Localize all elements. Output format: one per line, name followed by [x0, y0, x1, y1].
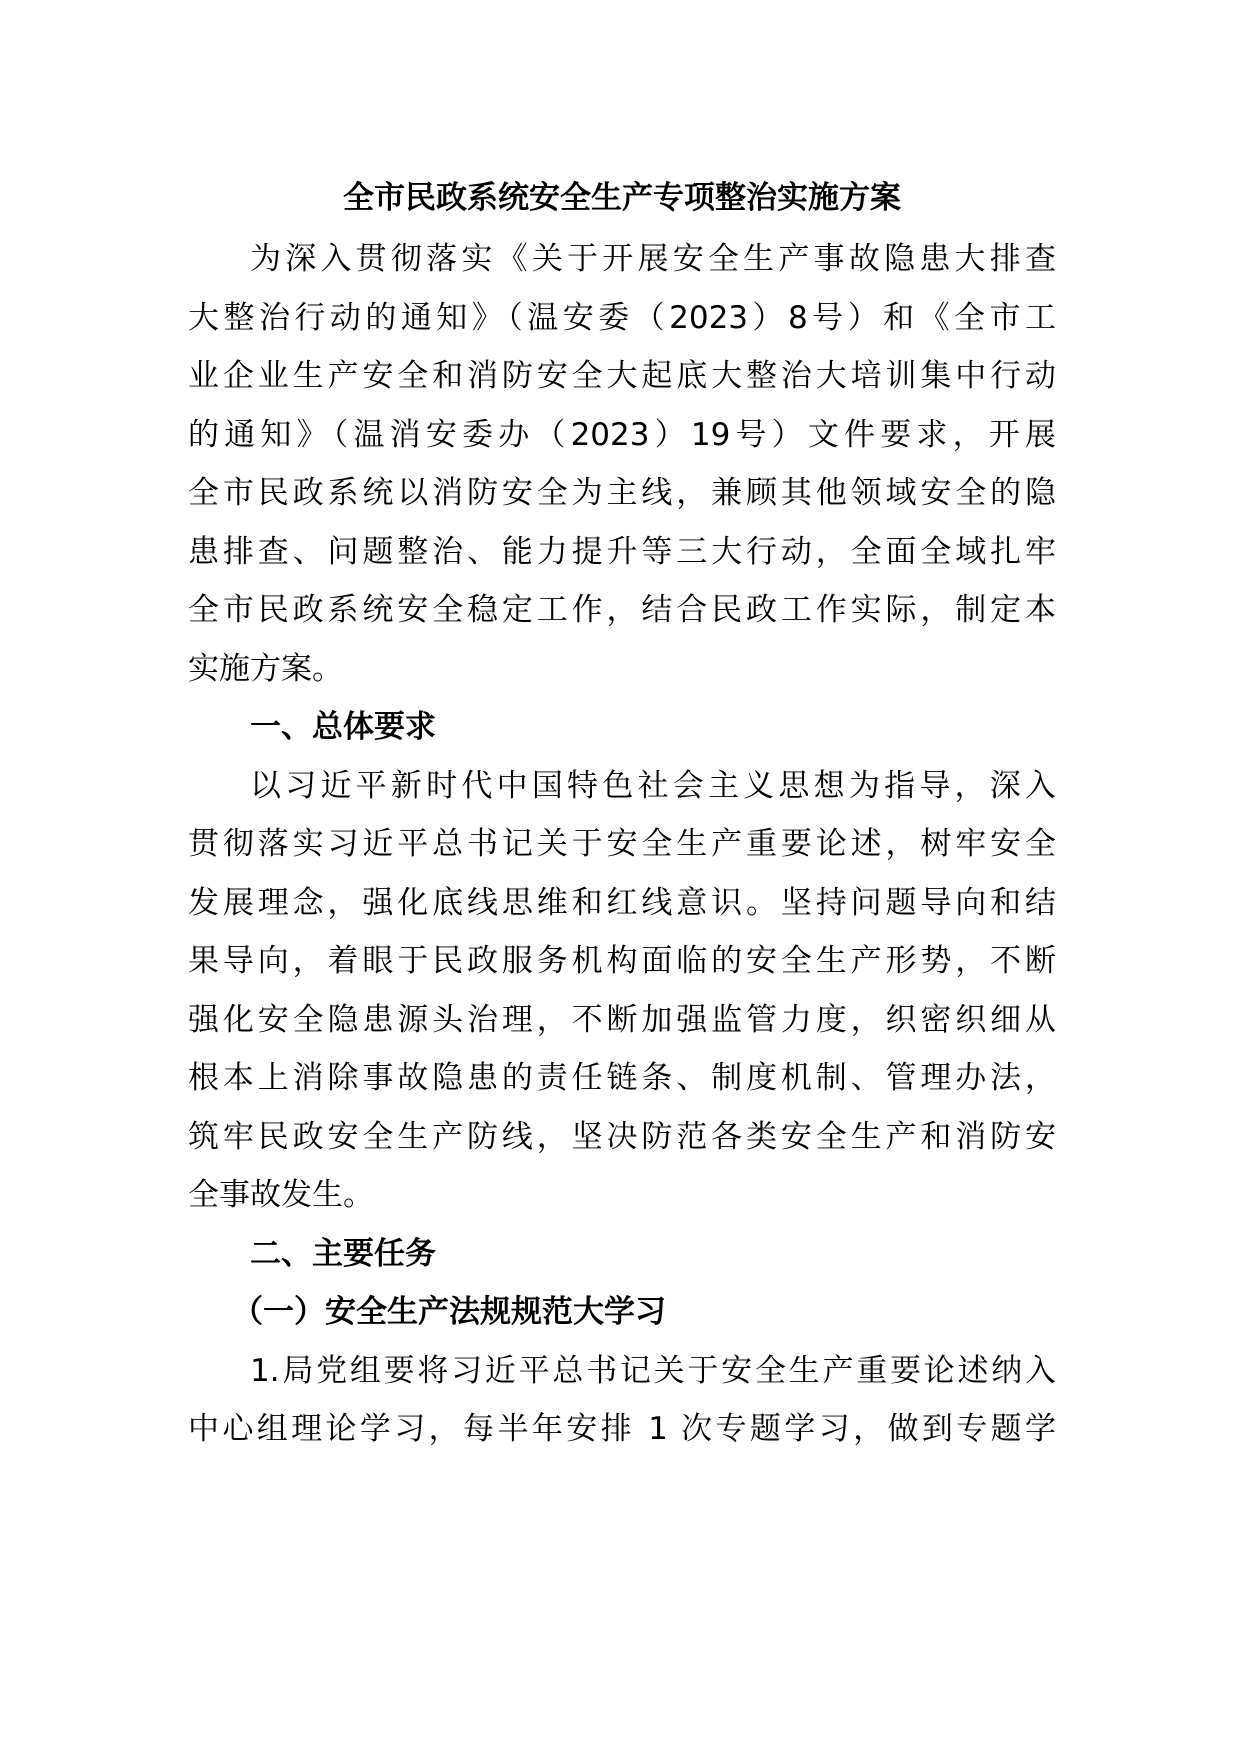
intro-line: 的通知》（温消安委办（2023）19号）文件要求，开展 — [188, 416, 1056, 453]
item1-line: 1.局党组要将习近平总书记关于安全生产重要论述纳入 — [250, 1352, 1056, 1389]
intro-line: 全市民政系统以消防安全为主线，兼顾其他领域安全的隐 — [188, 475, 1056, 511]
section1-line: 贯彻落实习近平总书记关于安全生产重要论述，树牢安全 — [188, 826, 1056, 862]
section1-line: 强化安全隐患源头治理，不断加强监管力度，织密织细从 — [188, 1001, 1056, 1038]
item1-paragraph — [188, 1342, 1056, 1459]
subsection-heading-law-study: （一）安全生产法规规范大学习 — [232, 1294, 666, 1330]
intro-line: 全市民政系统安全稳定工作，结合民政工作实际，制定本 — [188, 592, 1056, 628]
section1-line: 根本上消除事故隐患的责任链条、制度机制、管理办法， — [188, 1060, 1056, 1096]
document-page — [188, 170, 1056, 1459]
section1-line: 发展理念，强化底线思维和红线意识。坚持问题导向和结 — [188, 884, 1056, 921]
section-heading-main-tasks: 二、主要任务 — [250, 1235, 436, 1272]
document-title: 全市民政系统安全生产专项整治实施方案 — [343, 180, 901, 216]
intro-line: 大整治行动的通知》（温安委（2023）8号）和《全市工 — [188, 299, 1056, 336]
section1-line: 以习近平新时代中国特色社会主义思想为指导，深入 — [250, 767, 1056, 804]
intro-line: 患排查、问题整治、能力提升等三大行动，全面全域扎牢 — [188, 533, 1056, 570]
intro-line: 实施方案。 — [188, 650, 343, 687]
general-requirements-paragraph — [188, 757, 1056, 1225]
intro-line: 业企业生产安全和消防安全大起底大整治大培训集中行动 — [188, 358, 1056, 394]
section-heading-general-requirements: 一、总体要求 — [250, 709, 436, 745]
intro-line: 为深入贯彻落实《关于开展安全生产事故隐患大排查 — [250, 241, 1056, 277]
section1-line: 果导向，着眼于民政服务机构面临的安全生产形势，不断 — [188, 943, 1056, 979]
section1-line: 筑牢民政安全生产防线，坚决防范各类安全生产和消防安 — [188, 1118, 1056, 1155]
item1-line: 中心组理论学习，每半年安排 1 次专题学习，做到专题学 — [188, 1411, 1056, 1447]
intro-paragraph — [188, 230, 1056, 698]
section1-line: 全事故发生。 — [188, 1177, 374, 1213]
